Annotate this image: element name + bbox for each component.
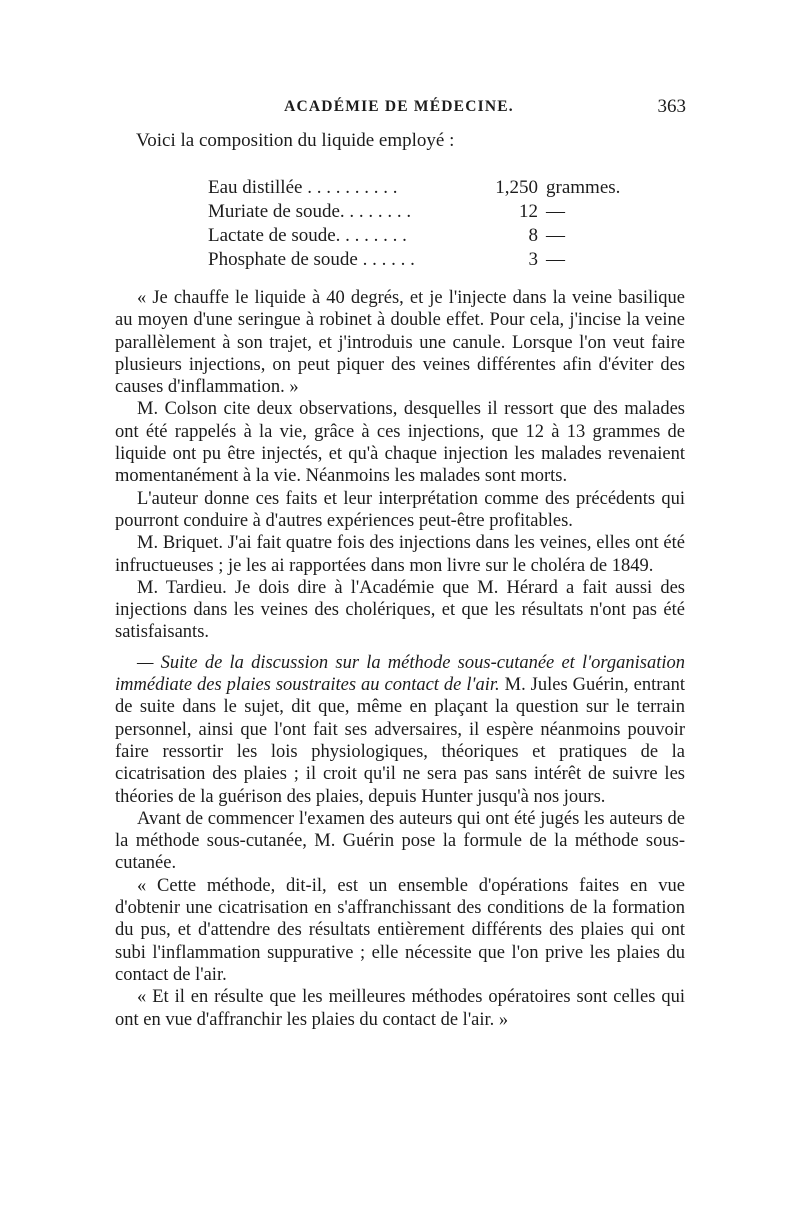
paragraph-briquet: M. Briquet. J'ai fait quatre fois des injections dans les veines, elles ont été infructueuses ; je les ai rapportées dans mon livre sur le choléra de 1849. <box>115 533 685 576</box>
intro-line: Voici la composition du liquide employé : <box>136 130 455 151</box>
paragraph-author-interpretation: L'auteur donne ces faits et leur interprétation comme des précédents qui pourront conduire à d'autres expériences peut-être profitables. <box>115 488 685 531</box>
ingredient-quantity: 8 <box>528 225 538 246</box>
ingredient-quantity: 12 <box>519 201 538 222</box>
paragraph-formula: Avant de commencer l'examen des auteurs qui ont été jugés les auteurs de la méthode sous-cutanée, M. Guérin pose la formule de la méthode sous-cutanée. <box>115 808 685 874</box>
composition-row <box>208 248 628 272</box>
ingredient-unit: — <box>546 225 565 246</box>
composition-row <box>208 176 628 200</box>
ingredient-unit: grammes. <box>546 177 621 198</box>
paragraph-colson: M. Colson cite deux observations, desquelles il ressort que des malades ont été rappelés à la vie, grâce à ces injections, que 12 à 13 grammes de liquide ont pu être injectés, et qu'à chaque injection les malades revenaient momentanément à la vie. Néanmoins les malades sont morts. <box>115 399 685 487</box>
section-text: M. Jules Guérin, entrant de suite dans le sujet, dit que, même en plaçant la question sur le terrain personnel, ainsi que l'ont fait ses adversaires, il espère néanmoins pouvoir faire ressortir les lois physiologiques, théoriques et pratiques de la cicatrisation des plaies ; il croit qu'il ne sera pas sans intérêt de suivre les théories de la guérison des plaies, depuis Hunter jusqu'à nos jours. <box>115 675 686 807</box>
ingredient-name: Muriate de soude. . . . . . . . <box>208 201 412 222</box>
body-text <box>115 287 685 1031</box>
ingredient-name: Phosphate de soude . . . . . . <box>208 249 415 270</box>
section-title: — Suite de la discussion sur la méthode sous-cutanée et l'organisation immédiate des plaies soustraites au contact de l'air. <box>115 652 685 696</box>
composition-row <box>208 200 628 224</box>
paragraph-quote-injection: « Je chauffe le liquide à 40 degrés, et je l'injecte dans la veine basilique au moyen d'une seringue à robinet à double effet. Pour cela, j'incise la veine parallèlement à son trajet, et j'introduis une canule. Lorsque l'on veut faire plusieurs injections, on peut piquer des veines différentes afin d'éviter des causes d'inflammation. » <box>115 288 685 398</box>
ingredient-unit: — <box>546 249 565 270</box>
composition-table <box>208 176 628 272</box>
page-header <box>112 96 686 126</box>
ingredient-quantity: 3 <box>528 249 538 270</box>
paragraph-conclusion-quote: « Et il en résulte que les meilleures méthodes opératoires sont celles qui ont en vue d'affranchir les plaies du contact de l'air. » <box>115 987 685 1030</box>
composition-row <box>208 224 628 248</box>
ingredient-name: Lactate de soude. . . . . . . . <box>208 225 407 246</box>
running-head: ACADÉMIE DE MÉDECINE. <box>284 98 514 115</box>
page-number: 363 <box>657 96 686 117</box>
ingredient-name: Eau distillée . . . . . . . . . . <box>208 177 398 198</box>
paragraph-tardieu: M. Tardieu. Je dois dire à l'Académie que M. Hérard a fait aussi des injections dans les veines des cholériques, et que les résultats n'ont pas été satisfaisants. <box>115 577 685 643</box>
paragraph-method-quote: « Cette méthode, dit-il, est un ensemble d'opérations faites en vue d'obtenir une cicatrisation en s'affranchissant des conditions de la formation du pus, et d'attendre des résultats entièrement différents des plaies qui ont subi l'inflammation suppurative ; elle nécessite que l'on prive les plaies du contact de l'air. <box>115 875 685 985</box>
paragraph-section-guerin <box>115 652 685 808</box>
ingredient-quantity: 1,250 <box>495 177 538 198</box>
ingredient-unit: — <box>546 201 565 222</box>
